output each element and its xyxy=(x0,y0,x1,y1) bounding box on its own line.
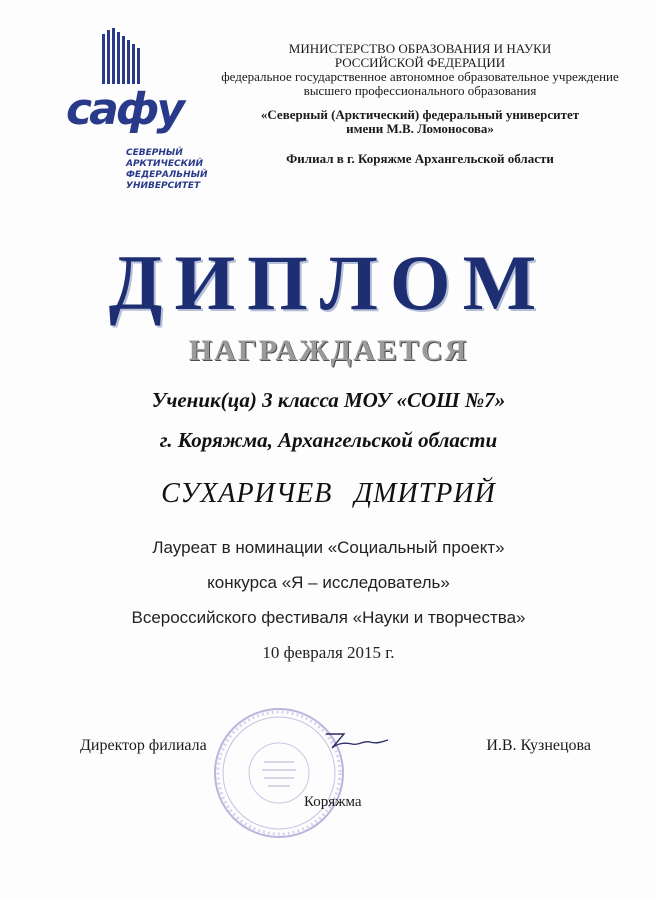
institution-line-1: федеральное государственное автономное образовательное учреждение xyxy=(221,69,619,84)
place-name: Коряжма xyxy=(304,794,362,810)
university-logo xyxy=(62,26,208,191)
director-label: Директор филиала xyxy=(80,737,207,754)
logo-subtitle xyxy=(126,148,206,192)
logo-subtitle-line: УНИВЕРСИТЕТ xyxy=(126,181,201,191)
ministry-line-2: РОССИЙСКОЙ ФЕДЕРАЦИИ xyxy=(334,55,506,70)
signature-icon xyxy=(322,726,392,756)
branch-line: Филиал в г. Коряжме Архангельской области xyxy=(286,151,554,166)
contest-line: конкурса «Я – исследователь» xyxy=(207,573,450,592)
director-name: И.В. Кузнецова xyxy=(486,737,591,754)
logo-subtitle-line: АРКТИЧЕСКИЙ xyxy=(126,159,204,169)
university-line-2: имени М.В. Ломоносова» xyxy=(346,121,494,136)
document-header xyxy=(200,42,640,166)
date-line: 10 февраля 2015 г. xyxy=(262,643,395,662)
institution-line-2: высшего профессионального образования xyxy=(303,83,537,98)
city-line: г. Коряжма, Архангельской области xyxy=(159,428,498,452)
student-line: Ученик(ца) 3 класса МОУ «СОШ №7» xyxy=(151,388,506,412)
logo-subtitle-line: ФЕДЕРАЛЬНЫЙ xyxy=(126,170,208,180)
university-line-1: «Северный (Арктический) федеральный университет xyxy=(260,107,580,122)
festival-line: Всероссийского фестиваля «Науки и творчества» xyxy=(131,608,526,627)
laureate-line: Лауреат в номинации «Социальный проект» xyxy=(152,538,505,557)
recipient-name: СУХАРИЧЕВ ДМИТРИЙ xyxy=(161,478,496,509)
ministry-line-1: МИНИСТЕРСТВО ОБРАЗОВАНИЯ И НАУКИ xyxy=(288,41,552,56)
awarded-heading: НАГРАЖДАЕТСЯ xyxy=(188,334,469,367)
logo-word: сафу xyxy=(66,84,183,135)
logo-subtitle-line: СЕВЕРНЫЙ xyxy=(126,148,183,158)
diploma-title: ДИПЛОМ xyxy=(108,239,549,326)
